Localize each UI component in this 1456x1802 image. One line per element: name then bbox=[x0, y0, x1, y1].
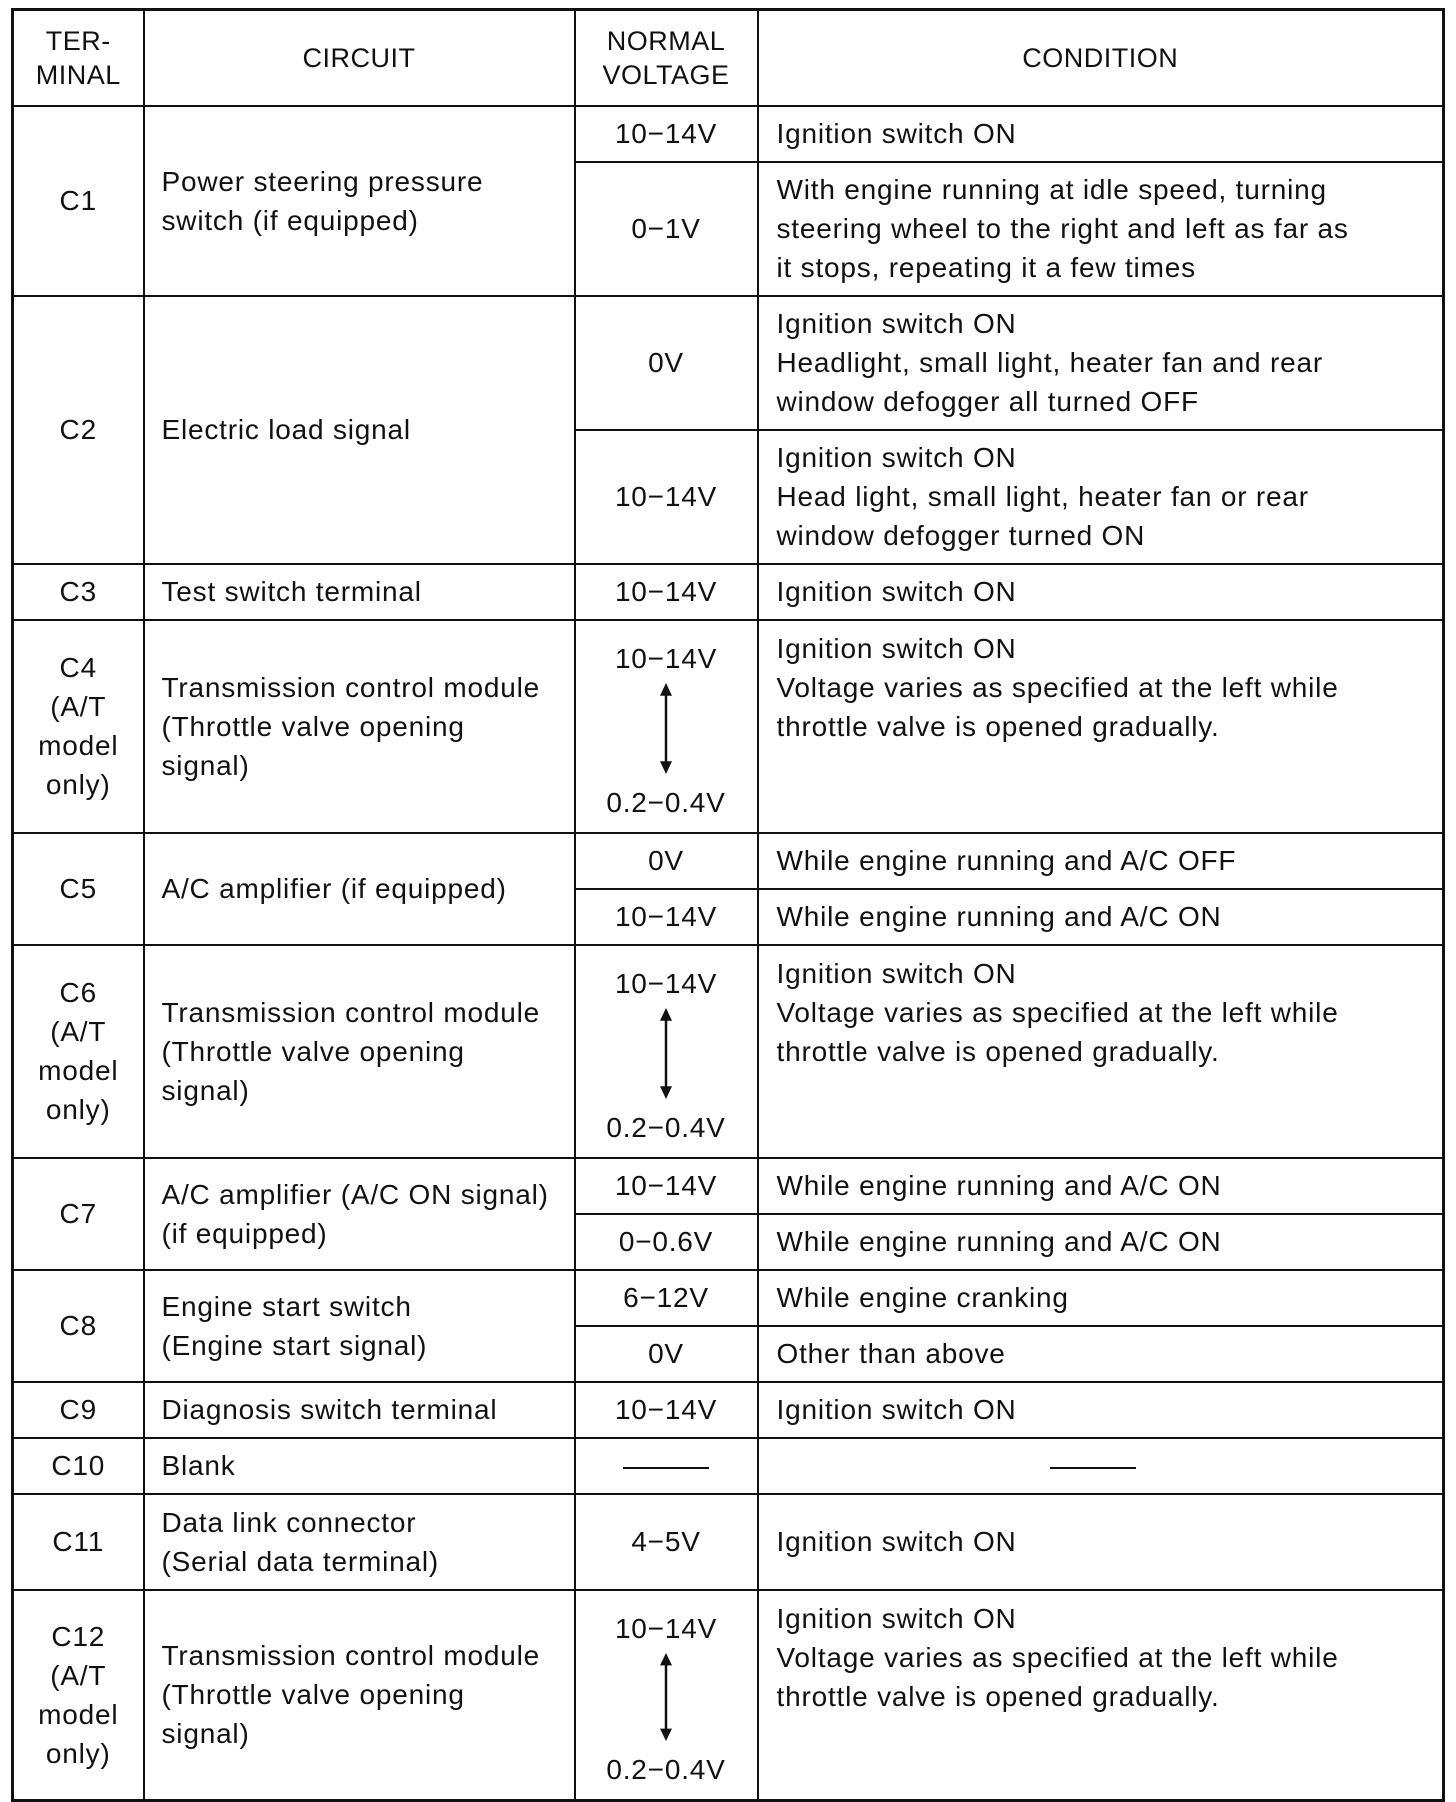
terminal-cell: C3 bbox=[13, 564, 144, 620]
voltage-cell: 10−14V bbox=[575, 889, 758, 945]
double-arrow-icon bbox=[657, 1653, 675, 1741]
circuit-cell: Data link connector (Serial data terminal) bbox=[144, 1494, 575, 1590]
table-row-c11 bbox=[13, 1494, 1444, 1590]
voltage-low: 0.2−0.4V bbox=[606, 1111, 726, 1143]
voltage-cell: 0−1V bbox=[575, 162, 758, 296]
table-row-c1 bbox=[13, 106, 1444, 162]
voltage-cell: 10−14V bbox=[575, 1382, 758, 1438]
voltage-cell: 10−14V bbox=[575, 430, 758, 564]
table-row-c12 bbox=[13, 1590, 1444, 1801]
condition-cell: Ignition switch ON Headlight, small light, heater fan and rear window defogger all turned OFF bbox=[758, 296, 1444, 430]
terminal-cell: C4 (A/T model only) bbox=[13, 620, 144, 833]
header-circuit: CIRCUIT bbox=[144, 10, 575, 106]
circuit-cell: Blank bbox=[144, 1438, 575, 1494]
terminal-cell: C6 (A/T model only) bbox=[13, 945, 144, 1158]
voltage-cell: 0V bbox=[575, 833, 758, 889]
condition-cell: While engine cranking bbox=[758, 1270, 1444, 1326]
terminal-voltage-table bbox=[11, 8, 1445, 1802]
voltage-cell: 10−14V bbox=[575, 1158, 758, 1214]
voltage-high: 10−14V bbox=[614, 967, 718, 999]
table-row-c2 bbox=[13, 296, 1444, 430]
voltage-cell: 6−12V bbox=[575, 1270, 758, 1326]
voltage-cell: 0−0.6V bbox=[575, 1214, 758, 1270]
voltage-cell bbox=[575, 1438, 758, 1494]
terminal-cell: C5 bbox=[13, 833, 144, 945]
condition-cell: With engine running at idle speed, turning steering wheel to the right and left as far as it stops, repeating it a few times bbox=[758, 162, 1444, 296]
table-row-c8 bbox=[13, 1270, 1444, 1326]
terminal-cell: C2 bbox=[13, 296, 144, 564]
table-row-c10 bbox=[13, 1438, 1444, 1494]
condition-cell: Ignition switch ON Voltage varies as specified at the left while throttle valve is opened gradually. bbox=[758, 1590, 1444, 1801]
terminal-cell: C7 bbox=[13, 1158, 144, 1270]
table-row-c4 bbox=[13, 620, 1444, 833]
header-terminal: TER- MINAL bbox=[13, 10, 144, 106]
table-row-c9 bbox=[13, 1382, 1444, 1438]
condition-cell: Ignition switch ON Head light, small light, heater fan or rear window defogger turned ON bbox=[758, 430, 1444, 564]
voltage-cell: 0V bbox=[575, 296, 758, 430]
header-row bbox=[13, 10, 1444, 106]
voltage-cell: 0V bbox=[575, 1326, 758, 1382]
header-voltage: NORMAL VOLTAGE bbox=[575, 10, 758, 106]
blank-dash bbox=[1050, 1467, 1136, 1469]
terminal-cell: C11 bbox=[13, 1494, 144, 1590]
circuit-cell: A/C amplifier (A/C ON signal) (if equipped) bbox=[144, 1158, 575, 1270]
voltage-cell: 4−5V bbox=[575, 1494, 758, 1590]
voltage-high: 10−14V bbox=[614, 642, 718, 674]
condition-cell: While engine running and A/C ON bbox=[758, 889, 1444, 945]
terminal-cell: C9 bbox=[13, 1382, 144, 1438]
condition-cell: Ignition switch ON Voltage varies as specified at the left while throttle valve is opened gradually. bbox=[758, 945, 1444, 1158]
voltage-low: 0.2−0.4V bbox=[606, 786, 726, 818]
condition-cell: Other than above bbox=[758, 1326, 1444, 1382]
table-row-c7 bbox=[13, 1158, 1444, 1214]
condition-cell: While engine running and A/C OFF bbox=[758, 833, 1444, 889]
blank-dash bbox=[623, 1467, 709, 1469]
condition-cell: Ignition switch ON bbox=[758, 106, 1444, 162]
voltage-cell: 10−14V bbox=[575, 564, 758, 620]
voltage-range-cell bbox=[575, 620, 758, 833]
condition-cell bbox=[758, 1438, 1444, 1494]
circuit-cell: Power steering pressure switch (if equipped) bbox=[144, 106, 575, 296]
condition-cell: While engine running and A/C ON bbox=[758, 1214, 1444, 1270]
voltage-range-cell bbox=[575, 1590, 758, 1801]
circuit-cell: Transmission control module (Throttle valve opening signal) bbox=[144, 1590, 575, 1801]
terminal-cell: C8 bbox=[13, 1270, 144, 1382]
double-arrow-icon bbox=[657, 683, 675, 774]
circuit-cell: Test switch terminal bbox=[144, 564, 575, 620]
terminal-cell: C12 (A/T model only) bbox=[13, 1590, 144, 1801]
table-row-c3 bbox=[13, 564, 1444, 620]
circuit-cell: Transmission control module (Throttle valve opening signal) bbox=[144, 620, 575, 833]
condition-cell: Ignition switch ON bbox=[758, 1494, 1444, 1590]
voltage-cell: 10−14V bbox=[575, 106, 758, 162]
condition-cell: Ignition switch ON Voltage varies as specified at the left while throttle valve is opened gradually. bbox=[758, 620, 1444, 833]
double-arrow-icon bbox=[657, 1008, 675, 1099]
condition-cell: Ignition switch ON bbox=[758, 564, 1444, 620]
circuit-cell: Electric load signal bbox=[144, 296, 575, 564]
condition-cell: While engine running and A/C ON bbox=[758, 1158, 1444, 1214]
voltage-range-cell bbox=[575, 945, 758, 1158]
terminal-cell: C1 bbox=[13, 106, 144, 296]
circuit-cell: A/C amplifier (if equipped) bbox=[144, 833, 575, 945]
condition-cell: Ignition switch ON bbox=[758, 1382, 1444, 1438]
table-row-c5 bbox=[13, 833, 1444, 889]
terminal-cell: C10 bbox=[13, 1438, 144, 1494]
header-condition: CONDITION bbox=[758, 10, 1444, 106]
voltage-high: 10−14V bbox=[614, 1612, 718, 1644]
voltage-low: 0.2−0.4V bbox=[606, 1753, 726, 1785]
circuit-cell: Transmission control module (Throttle valve opening signal) bbox=[144, 945, 575, 1158]
circuit-cell: Diagnosis switch terminal bbox=[144, 1382, 575, 1438]
table-row-c6 bbox=[13, 945, 1444, 1158]
circuit-cell: Engine start switch (Engine start signal) bbox=[144, 1270, 575, 1382]
